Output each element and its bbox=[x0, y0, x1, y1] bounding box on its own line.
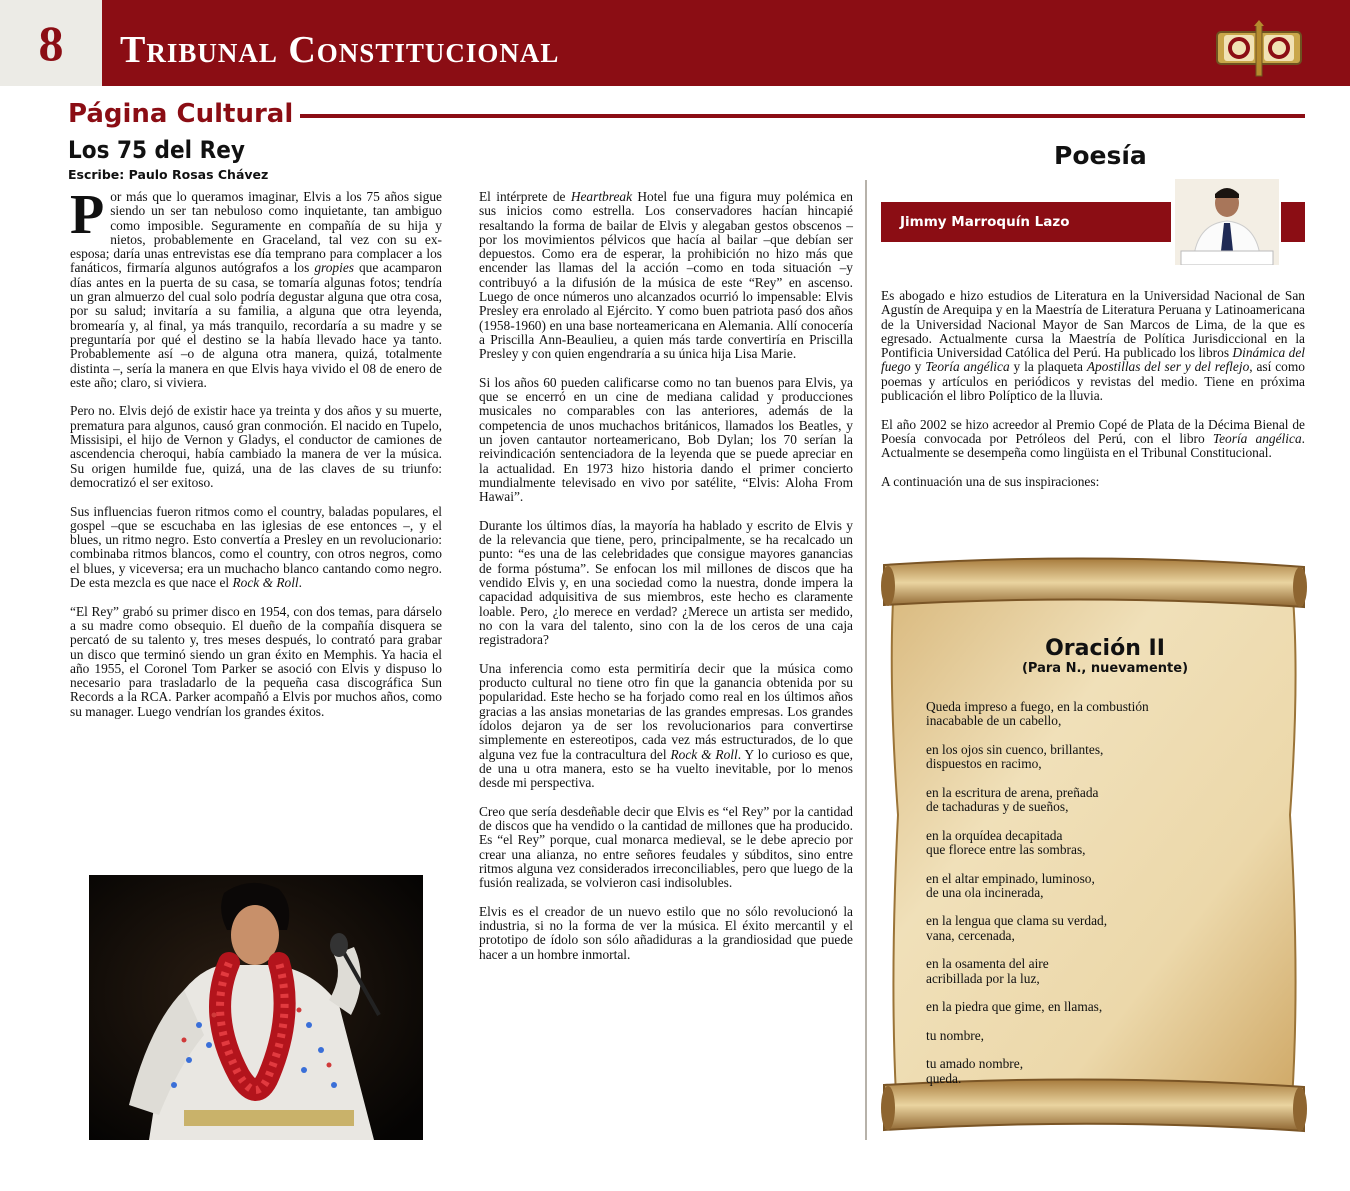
poem-stanza bbox=[926, 1000, 1246, 1014]
publication-title: Tribunal Constitucional bbox=[120, 29, 560, 71]
elvis-concert-photo bbox=[89, 875, 423, 1140]
book-title-2: Teoría angélica bbox=[925, 359, 1010, 375]
author-portrait-photo bbox=[1175, 179, 1279, 265]
poem-stanza bbox=[926, 786, 1246, 815]
poem-line: en la piedra que gime, en llamas, bbox=[926, 999, 1103, 1015]
paragraph-5 bbox=[479, 190, 853, 362]
poem-line: en la lengua que clama su verdad, bbox=[926, 913, 1108, 929]
paragraph-3-text: Sus influencias fueron ritmos como el country, baladas populares, el gospel –que se escuchaba en las iglesias de ese entonces –, y el blues, un ritmo negro. Esto convertía a Presley en un revolucionario: combinaba ritmos blancos, como el country, con otros negros, como el blues, y viceversa; era un muchacho blanco cantando como negro. De esta mezcla es que nace el bbox=[70, 503, 442, 591]
poem-stanza bbox=[926, 872, 1246, 901]
poem-stanza bbox=[926, 700, 1246, 729]
poem-line: Queda impreso a fuego, en la combustión bbox=[926, 699, 1149, 714]
poem-line: de tachaduras y de sueños, bbox=[926, 799, 1069, 815]
paragraph-1-rest: que acamparon días antes en la puerta de su casa, se tomaría algunas fotos; tendría un gran almuerzo del cual solo podría degustar alguna que otra cosa, por su salud; invitaría a su familia, a alguna que otra leyenda, bromearía y, al final, ya más tranquilo, recordaría a su madre y se preguntaría por qué el destino se la había llevado hace ya tanto. Probablemente así –o de alguna otra manera, quizá, totalmente distinta –, sería la manera en que Elvis haya vivido el 08 de enero de este año; claro, si viviera. bbox=[70, 260, 442, 390]
poem-line: en la orquídea decapitada bbox=[926, 827, 1063, 843]
bio-paragraph-1 bbox=[881, 289, 1305, 403]
paragraph-8-italic: Rock & Roll bbox=[670, 746, 738, 762]
poem-stanza bbox=[926, 1029, 1246, 1043]
poem-line: inacabable de un cabello, bbox=[926, 713, 1062, 729]
poem-line: dispuestos en racimo, bbox=[926, 756, 1042, 772]
bio-2-end: . Actualmente se desempeña como lingüista en el Tribunal Constitucional. bbox=[881, 430, 1306, 461]
poem-line: de una ola incinerada, bbox=[926, 884, 1044, 900]
poem-line: que florece entre las sombras, bbox=[926, 841, 1086, 857]
paragraph-8-text: Una inferencia como esta permitiría decir que la música como producto cultural no tiene otro fin que la ganancia obtenida por su popularidad. Este hecho se ha forjado como real en los últimos años gracias a las ansias monetarias de las grandes empresas. Los grandes ídolos dejaron ya de ser los revolucionarios para convertirse simplemente en estereotipos, cada vez más estructurados, de lo que alguna vez fue la contracultura del bbox=[479, 660, 853, 762]
paragraph-9: Creo que sería desdeñable decir que Elvis es “el Rey” por la cantidad de discos que ha vendido o la cantidad de millones que ha producido. Es “el Rey” porque, cual monarca medieval, se le debe aprecio por crear una alianza, no entre señores feudales y súbditos, sino entre ritmos alguna vez considerados irreconciliables, pero que luego de la fusión realizada, se volvieron casi indisolubles. bbox=[479, 803, 853, 891]
paragraph-1-text: or más que lo queramos imaginar, Elvis a los 75 años sigue siendo un ser tan nebuloso como inquietante, tan ambiguo como imposible. Seguramente en compañía de su hija y nietos, probablemente en Graceland, tal vez con su ex-esposa; daría unas entrevistas ese día temprano para complacer a los fanáticos, firmaría algunos autógrafos a los bbox=[70, 189, 442, 276]
bio-2-book: Teoría angélica bbox=[1212, 430, 1302, 446]
bio-1-end: , así como poemas y artículos en periódicos y revistas del medio. Tiene en próxima publicación el libro Políptico de la lluvia. bbox=[881, 359, 1305, 404]
poem-line: vana, cercenada, bbox=[926, 927, 1015, 943]
paragraph-2: Pero no. Elvis dejó de existir hace ya treinta y dos años y su muerte, prematura para algunos, causó gran conmoción. El nacido en Tupelo, Missisipi, el hijo de Vernon y Gladys, el conductor de camiones de ascendencia cheroqui, había cambiado la manera de ver la música. Su origen humilde fue, quizá, una de las claves de su triunfo: democratizó el ser exitoso. bbox=[70, 403, 442, 490]
section-label: Página Cultural bbox=[68, 99, 294, 129]
paragraph-1-italic: gropies bbox=[314, 260, 354, 276]
poem-title: Oración II bbox=[1045, 636, 1165, 661]
paragraph-8 bbox=[479, 662, 853, 791]
article-column-1 bbox=[70, 184, 442, 733]
bio-1-and: y bbox=[914, 359, 922, 375]
poem-stanza bbox=[926, 743, 1246, 772]
column-divider bbox=[865, 180, 867, 1140]
paragraph-4: “El Rey” grabó su primer disco en 1954, con dos temas, para dárselo a su madre como obsequio. El dueño de la compañía disquera se percató de su talento y, tres meses después, lo contrató para grabar un disco que terminó siendo un gran éxito en Memphis. Ya hacia el año 1955, el Coronel Tom Parker se asoció con Elvis y dispuso lo necesario para trasladarlo de la pequeña casa discográfica Sun Records a la RCA. Parker acompañó a Elvis por muchos años, como su manager. Luego vendrían los grandes éxitos. bbox=[70, 603, 442, 719]
paragraph-10: Elvis es el creador de un nuevo estilo que no sólo revolucionó la industria, si no la forma de ver la música. El éxito mercantil y el prototipo de ídolo son sólo añadiduras a la grandiosidad que puede hacer a un hombre inmortal. bbox=[479, 903, 853, 962]
bio-2-text: El año 2002 se hizo acreedor al Premio Copé de Plata de la Décima Bienal de Poesía convocada por Petróleos del Perú, con el libro bbox=[881, 416, 1305, 446]
poem-body bbox=[926, 700, 1246, 1100]
article-column-2 bbox=[479, 190, 853, 976]
book-title-3: Apostillas del ser y del reflejo bbox=[1086, 359, 1250, 375]
paragraph-5-text: El intérprete de bbox=[479, 189, 566, 204]
paragraph-5-rest: Hotel fue una figura muy polémica en sus inicios como estrella. Los conservadores hacían hincapié resaltando la forma de bailar de Elvis y alegaban gestos obscenos –por los movimientos pélvicos que hacía al bailar –que debían ser depuestos. Como era de esperar, la prohibición no hizo más que encender las llamas del la acción –como en toda situación –y contribuyó a la difusión de la música de este “Rey” en ascenso. Luego de once números uno alcanzados ocurrió lo impensable: Elvis Presley era enrolado al Ejército. Y como buen patriota pasó dos años (1958-1960) en una base norteamericana en Alemania. Allí conocería a Priscilla Ann-Beaulieu, a quien más tarde convertiría en Priscilla Presley y con quien engendraría a su única hija Lisa Marie. bbox=[479, 189, 853, 362]
paragraph-8-rest: . Y lo curioso es que, de una u otra manera, esto se ha vuelto inevitable, por lo menos desde mi perspectiva. bbox=[479, 746, 853, 791]
paragraph-1 bbox=[70, 184, 442, 390]
bio-1-mid: y la plaqueta bbox=[1013, 359, 1083, 375]
paragraph-3-italic: Rock & Roll bbox=[232, 575, 299, 591]
author-band-end bbox=[1281, 202, 1305, 242]
poem-line: en los ojos sin cuenco, brillantes, bbox=[926, 741, 1104, 757]
poem-stanza bbox=[926, 829, 1246, 858]
poem-line: en el altar empinado, luminoso, bbox=[926, 870, 1095, 886]
poem-stanza bbox=[926, 1057, 1246, 1086]
paragraph-5-italic: Heartbreak bbox=[570, 189, 633, 204]
poem-subtitle: (Para N., nuevamente) bbox=[1021, 661, 1189, 676]
paragraph-3-end: . bbox=[298, 575, 303, 591]
page-number: 8 bbox=[38, 15, 64, 71]
section-rule bbox=[300, 114, 1305, 118]
paragraph-6: Si los años 60 pueden calificarse como no tan buenos para Elvis, ya que se encerró en un cine de mediana calidad y producciones musicales no comparables con las anteriores, además de la competencia de unos muchachos británicos, llamados los Beatles, y un joven cantautor norteamericano, Bob Dylan; los 70 serían la reivindicación sentenciadora de la leyenda que se puede apreciar en la actualidad. En 1973 hizo historia dando el primer concierto mundialmente televisado en vivo por satélite, “Elvis: Aloha From Hawai”. bbox=[479, 374, 853, 505]
poem-stanza bbox=[926, 957, 1246, 986]
poem-line: en la escritura de arena, preñada bbox=[926, 784, 1099, 800]
bio-1-text: Es abogado e hizo estudios de Literatura en la Universidad Nacional de San Agustín de Arequipa y en la Maestría de Literatura Peruana y Latinoamericana de la Universidad Nacional Mayor de San Marcos de Lima, de la que es egresado. Actualmente cursa la Maestría de Política Jurisdiccional en la Pontificia Universidad Católica del Perú. Ha publicado los libros bbox=[881, 288, 1305, 361]
paragraph-7: Durante los últimos días, la mayoría ha hablado y escrito de Elvis y de la relevancia que tiene, pero, principalmente, se ha recalcado un punto: “es una de las celebridades que consigue mayores ganancias de forma póstuma”. Se enfocan los mil millones de discos que ha vendido Elvis y, en una sociedad como la nuestra, donde impera la capacidad adquisitiva de sus miembros, este hecho es claramente loable. Pero, ¿lo merece en verdad? ¿Merece un artista ser medido, no con la vara del talento, sino con la de los ceros de una caja registradora? bbox=[479, 517, 853, 648]
poem-stanza bbox=[926, 914, 1246, 943]
poem-intro: A continuación una de sus inspiraciones: bbox=[881, 473, 1100, 489]
book-title-1: Dinámica del fuego bbox=[881, 345, 1305, 375]
poem-line: en la osamenta del aire bbox=[926, 956, 1049, 972]
drop-cap: P bbox=[70, 184, 105, 246]
article-title: Los 75 del Rey bbox=[68, 136, 245, 164]
article-byline: Escribe: Paulo Rosas Chávez bbox=[68, 167, 269, 182]
bio-paragraph-2 bbox=[881, 418, 1305, 461]
poem-line: tu amado nombre, bbox=[926, 1056, 1024, 1072]
poetry-section-title: Poesía bbox=[1054, 141, 1147, 170]
author-name: Jimmy Marroquín Lazo bbox=[900, 214, 1070, 230]
poem-line: queda. bbox=[926, 1070, 962, 1086]
poem-line: tu nombre, bbox=[926, 1027, 985, 1043]
tribunal-logo-icon bbox=[1214, 20, 1304, 80]
author-bio bbox=[881, 289, 1305, 503]
poem-line: acribillada por la luz, bbox=[926, 970, 1040, 986]
paragraph-3 bbox=[70, 505, 442, 591]
